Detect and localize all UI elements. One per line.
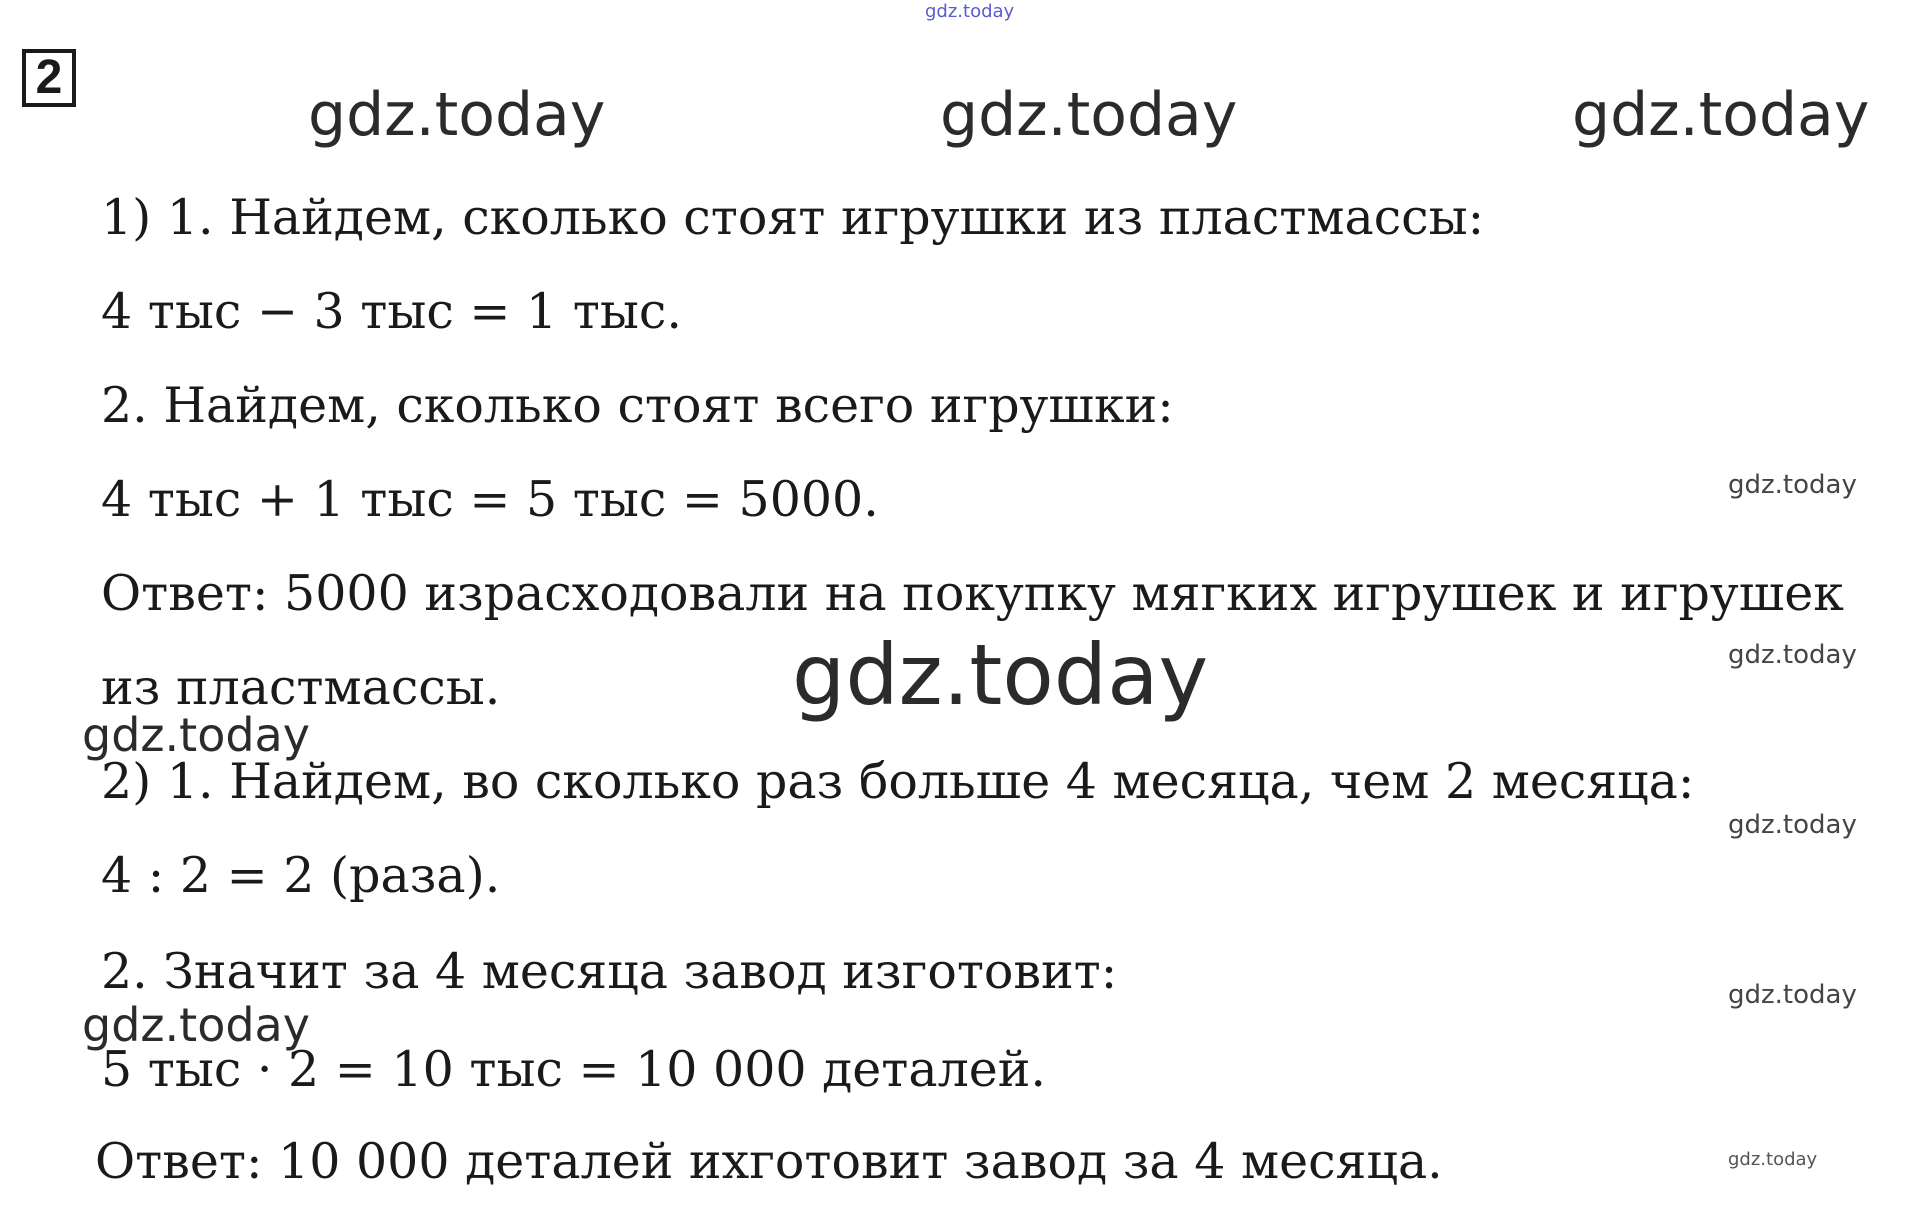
watermark-header-2: gdz.today	[940, 80, 1238, 150]
watermark-right-4: gdz.today	[1728, 980, 1857, 1010]
watermark-right-5: gdz.today	[1728, 1149, 1818, 1170]
solution-line-1: 1) 1. Найдем, сколько стоят игрушки из пластмассы:	[101, 189, 1485, 246]
solution-line-3: 2. Найдем, сколько стоят всего игрушки:	[101, 377, 1174, 434]
solution-line-7: 2. Значит за 4 месяца завод изготовит:	[101, 943, 1118, 1000]
watermark-center: gdz.today	[792, 626, 1209, 724]
solution-line-6: 4 : 2 = 2 (раза).	[101, 847, 501, 904]
watermark-right-2: gdz.today	[1728, 640, 1857, 670]
watermark-left-2: gdz.today	[82, 998, 310, 1052]
watermark-header-3: gdz.today	[1572, 80, 1870, 150]
task-number-badge: 2	[22, 49, 76, 107]
watermark-left-1: gdz.today	[82, 708, 310, 762]
watermark-top: gdz.today	[925, 1, 1015, 22]
answer-line-1-cont: из пластмассы.	[101, 659, 501, 716]
watermark-header-1: gdz.today	[308, 80, 606, 150]
solution-line-5: 2) 1. Найдем, во сколько раз больше 4 месяца, чем 2 месяца:	[101, 753, 1695, 810]
watermark-right-1: gdz.today	[1728, 470, 1857, 500]
answer-line-2: Ответ: 10 000 деталей ихготовит завод за 4 месяца.	[95, 1133, 1443, 1190]
solution-line-8: 5 тыс · 2 = 10 тыс = 10 000 деталей.	[101, 1041, 1046, 1098]
solution-line-4: 4 тыс + 1 тыс = 5 тыс = 5000.	[101, 471, 879, 528]
answer-line-1: Ответ: 5000 израсходовали на покупку мягких игрушек и игрушек	[101, 565, 1844, 622]
solution-line-2: 4 тыс − 3 тыс = 1 тыс.	[101, 283, 682, 340]
watermark-right-3: gdz.today	[1728, 810, 1857, 840]
